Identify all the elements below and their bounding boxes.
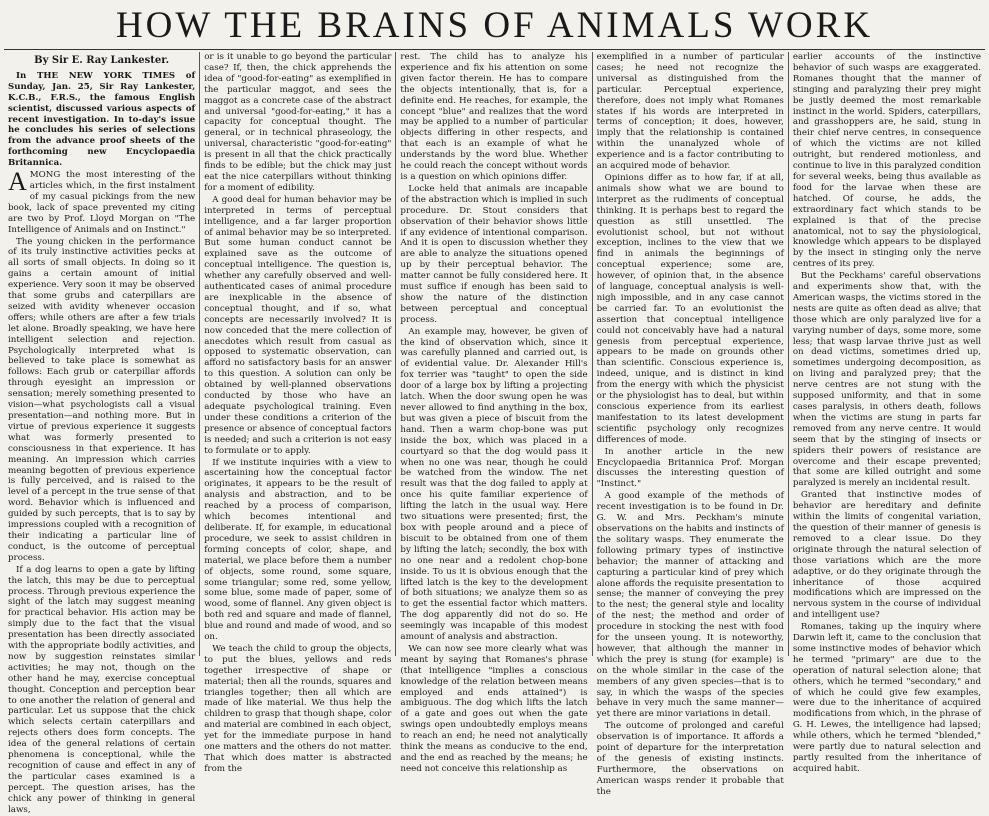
column-4 <box>593 52 789 797</box>
paragraph: We can now see more clearly what was meant by saying that Romanes's phrase (that intelligence "implies a conscious knowledge of the relation between means employed and ends attained") is ambiguous. The dog which lifts the latch of a gate and goes out when the gate swings open undoubtedly employs means to reach an end; he need not analytically think the means as conducive to the end, and the end as reached by the means; he need not conceive this relationship as <box>400 643 588 774</box>
column-3 <box>396 52 592 774</box>
paragraph: earlier accounts of the instinctive behavior of such wasps are exaggerated. Romanes thought that the manner of stinging and paralyzing their prey might be justly deemed the most remarkable instinct in the world. Spiders, caterpillars, and grasshoppers are, he said, stung in their chief nerve centres, in consequence of which the victims are not killed outright, but rendered motionless, and continue to live in this paralyzed condition for several weeks, being thus available as food for the larvae when these are hatched. Of course, he adds, the extraordinary fact which stands to be explained is that of the precise anatomical, not to say the physiological, knowledge which appears to be displayed by the insect in stinging only the nerve centres of its prey. <box>792 52 982 270</box>
paragraph: A good example of the methods of recent investigation is to be found in Dr. G. W. and Mrs. Peckham's minute observations on the habits and instincts of the solitary wasps. They enumerate the following primary types of instinctive behavior; the manner of attacking and capturing a particular kind of prey which alone affords the requisite presentation to sense; the manner of conveying the prey to the nest; the general style and locality of the nest; the method and order of procedure in stocking the nest with food for the unseen young. It is noteworthy, however, that although the manner in which the prey is stung (for example) is on the whole similar in the case of the members of any given species—that is to say, in which the wasps of the species behave in very much the same manner—yet there are minor variations in detail. <box>596 491 784 720</box>
headline-rule <box>4 49 985 50</box>
paragraph-text: MONG the most interesting of the articles which, in the first instalment of my casual pickings from the new book, lack of space prevented my citing are two by Prof. Lloyd Morgan on "The Intelligence of Animals and on Instinct." <box>8 170 196 235</box>
drop-cap: A <box>8 167 27 197</box>
paragraph: Locke held that animals are incapable of the abstraction which is implied in such procedure. Dr. Stout considers that observation of their behavior shows little if any evidence of intentional comparison. And it is open to discussion whether they are able to analyze the situations opened up by their perceptual behavior. The matter cannot be fully considered here. It must suffice if enough has been said to show the nature of the distinction between perceptual and conceptual process. <box>400 183 588 325</box>
column-2 <box>200 52 396 774</box>
paragraph: Romanes, taking up the inquiry where Darwin left it, came to the conclusion that some instinctive modes of behavior which he termed "primary" are due to the operation of natural selection alone; that others, which he termed "secondary," and of which he could give few examples, were due to the inheritance of acquired modifications from which, in the phrase of G. H. Lewes, the intelligence had lapsed; while others, which he termed "blended," were partly due to natural selection and partly resulted from the inheritance of acquired habit. <box>792 622 982 774</box>
column-1 <box>4 52 200 815</box>
paragraph: If we institute inquiries with a view to ascertaining how the conceptual factor originates, it appears to be the result of analysis and abstraction, and to be reached by a process of comparison, which becomes intentional and deliberate. If, for example, in educational procedure, we seek to assist children in forming concepts of color, shape, and material, we place before them a number of objects, some round, some square, some triangular; some red, some yellow, some blue, some made of paper, some of wood, some of flannel. Any given object is both red and square and made of flannel, blue and round and made of wood, and so on. <box>204 457 392 643</box>
paragraph: or is it unable to go beyond the particular case? If, then, the chick apprehends the idea of "good-for-eating" as exemplified in the particular maggot, and sees the maggot as a concrete case of the abstract and universal "good-for-eating," it has a capacity for conceptual thought. The general, or in technical phraseology, the universal, characteristic "good-for-eating" is present in all that the chick practically finds to be edible; but the chick may just eat the nice caterpillars without thinking for a moment of edibility. <box>204 52 392 193</box>
column-5 <box>789 52 985 774</box>
paragraph: We teach the child to group the objects, to put the blues, yellows and reds together irrespective of shape or material; then all the rounds, squares and triangles together; then all which are made of like material. We thus help the children to grasp that though shape, color and material are combined in each object, yet for the immediate purpose in hand one matters and the others do not matter. That which does matter is abstracted from the <box>204 643 392 774</box>
paragraph: If a dog learns to open a gate by lifting the latch, this may be due to perceptual process. Through previous experience the sight of the latch may suggest meaning for practical behavior. His action may be simply due to the fact that the visual presentation has been directly associated with the appropriate bodily activities, and now by suggestion reinstates similar activities; he may not, though on the other hand he may, exercise conceptual thought. Conception and perception bear to one another the relation of general and particular. Let us suppose that the chick which selects certain caterpillars and rejects others does form concepts. The idea of the general relations of certain phenomena is conceptional, while the recognition of cause and effect in any of the particular cases examined is a percept. The question arises, has the chick any power of thinking in general laws, <box>8 564 196 815</box>
paragraph: rest. The child has to analyze his experience and fix his attention on some given factor therein. He has to compare the objects intentionally, that is, for a definite end. He reaches, for example, the concept "blue" and realizes that the word may be applied to a number of particular objects differing in other respects, and that each is an example of what he understands by the word blue. Whether he could reach the concept without words is a question on which opinions differ. <box>400 52 588 182</box>
paragraph: The young chicken in the performance of its truly instinctive activities pecks at all sorts of small objects. In doing so it gains a certain amount of initial experience. Very soon it may be observed that some grubs and caterpillars are seized with avidity whenever occasion offers; while others are after a few trials let alone. Broadly speaking, we have here intelligent selection and rejection. Psychologically interpreted what is believed to take place is somewhat as follows: Each grub or caterpillar affords through eyesight an impression or sensation; merely something presented to vision—what psychologists call a visual presentation—and nothing more. But in virtue of previous experience it suggests what was formerly presented to consciousness in that experience. It has meaning. An impression which carries meaning begotten of previous experience is fully perceived, and is raised to the level of a percept in the true sense of that word. Behavior which is influenced and guided by such percepts, that is to say by impressions coupled with a recognition of their indicating a particular line of conduct, is the outcome of perceptual process. <box>8 236 196 563</box>
intro-paragraph: In THE NEW YORK TIMES of Sunday, Jan. 25, Sir Ray Lankester, K.C.B., F.R.S., the famous English scientist, discussed various aspects of recent investigation. In to-day's issue he concludes his series of selections from the advance proof sheets of the forthcoming new Encyclopaedia Britannica. <box>8 70 196 169</box>
byline: By Sir E. Ray Lankester. <box>34 55 170 66</box>
headline: HOW THE BRAINS OF ANIMALS WORK <box>115 5 874 46</box>
paragraph <box>8 167 196 235</box>
article-columns <box>4 52 985 815</box>
paragraph: Granted that instinctive modes of behavior are hereditary and definite within the limits of congenital variation, the question of their manner of genesis is removed to a clear issue. Do they originate through the natural selection of those variations which are the more adaptive, or do they originate through the inheritance of those acquired modifications which are impressed on the nervous system in the course of individual and intelligent use? <box>792 490 982 621</box>
paragraph: Opinions differ as to how far, if at all, animals show what we are bound to interpret as the rudiments of conceptual thinking. It is perhaps best to regard the question as still unsettled. The evolutionist school, but not without exception, inclines to the view that we find in animals the beginnings of conceptual experience; some are, however, of opinion that, in the absence of language, conceptual analysis is well-nigh impossible, and in any case cannot be carried far. To an evolutionist the assertion that conceptual intelligence could not conceivably have had a natural genesis from perceptual experience, appears to be made on grounds other than scientific. Conscious experience is, indeed, unique, and is distinct in kind from the energy with which the physicist or the physiologist has to deal, but within conscious experience from its earliest manifestation to its latest development scientific psychology only recognizes differences of mode. <box>596 172 784 445</box>
paragraph: exemplified in a number of particular cases; he need not recognize the universal as distinguished from the particular. Perceptual experience, therefore, does not imply what Romanes states if his words are interpreted in terms of conception; it does, however, imply that the relationship is contained within the unanalyzed whole of experience and is a factor contributing to an acquired mode of behavior. <box>596 52 784 172</box>
paragraph: An example may, however, be given of the kind of observation which, since it was carefully planned and carried out, is of evidential value. Dr. Alexander Hill's fox terrier was "taught" to open the side door of a large box by lifting a projecting latch. When the door swung open he was never allowed to find anything in the box, but was given a piece of biscuit from the hand. Then a warm chop-bone was put inside the box, which was placed in a courtyard so that the dog would pass it when no one was near, though he could be watched from the window. The net result was that the dog failed to apply at once his quite familiar experience of lifting the latch in the usual way. Here two situations were presented; first, the box with people around and a piece of biscuit to be obtained from one of them by lifting the latch; secondly, the box with no one near and a redolent chop-bone inside. To us it is obvious enough that the lifted latch is the key to the development of both situations; we analyze them so as to get the essential factor which matters. The dog apparently did not do so. He seemingly was incapable of this modest amount of analysis and abstraction. <box>400 326 588 643</box>
paragraph: A good deal for human behavior may be interpreted in terms of perceptual intelligence, and a far larger proportion of animal behavior may be so interpreted. But some human conduct cannot be explained save as the outcome of conceptual intelligence. The question is, whether any carefully observed and well-authenticated cases of animal procedure are inexplicable in the absence of conceptual thought, and if so, what concepts are necessarily involved? It is now conceded that the mere collection of anecdotes which result from casual as opposed to systematic observation, can afford no satisfactory basis for an answer to this question. A solution can only be obtained by well-planned observations conducted by those who have an adequate psychological training. Even under these conditions a criterion of the presence or absence of conceptual factors is needed; and such a criterion is not easy to formulate or to apply. <box>204 194 392 456</box>
paragraph: The outcome of prolonged and careful observation is of importance. It affords a point of departure for the interpretation of the genesis of existing instincts. Furthermore, the observations on American wasps render it probable that the <box>596 721 784 797</box>
paragraph: But the Peckhams' careful observations and experiments show that, with the American wasps, the victims stored in the nests are quite as often dead as alive; that those which are only paralyzed live for a varying number of days, some more, some less; that wasp larvae thrive just as well on dead victims, sometimes dried up, sometimes undergoing decomposition, as on living and paralyzed prey; that the nerve centres are not stung with the supposed uniformity, and that in some cases paralysis, in others death, follows when the victims are stung in parts far removed from any nerve centre. It would seem that by the stinging of insects or spiders their powers of resistance are overcome and their escape prevented; that some are killed outright and some paralyzed is merely an incidental result. <box>792 271 982 489</box>
paragraph: In another article in the new Encyclopaedia Britannica Prof. Morgan discusses the interesting question of "Instinct." <box>596 446 784 490</box>
